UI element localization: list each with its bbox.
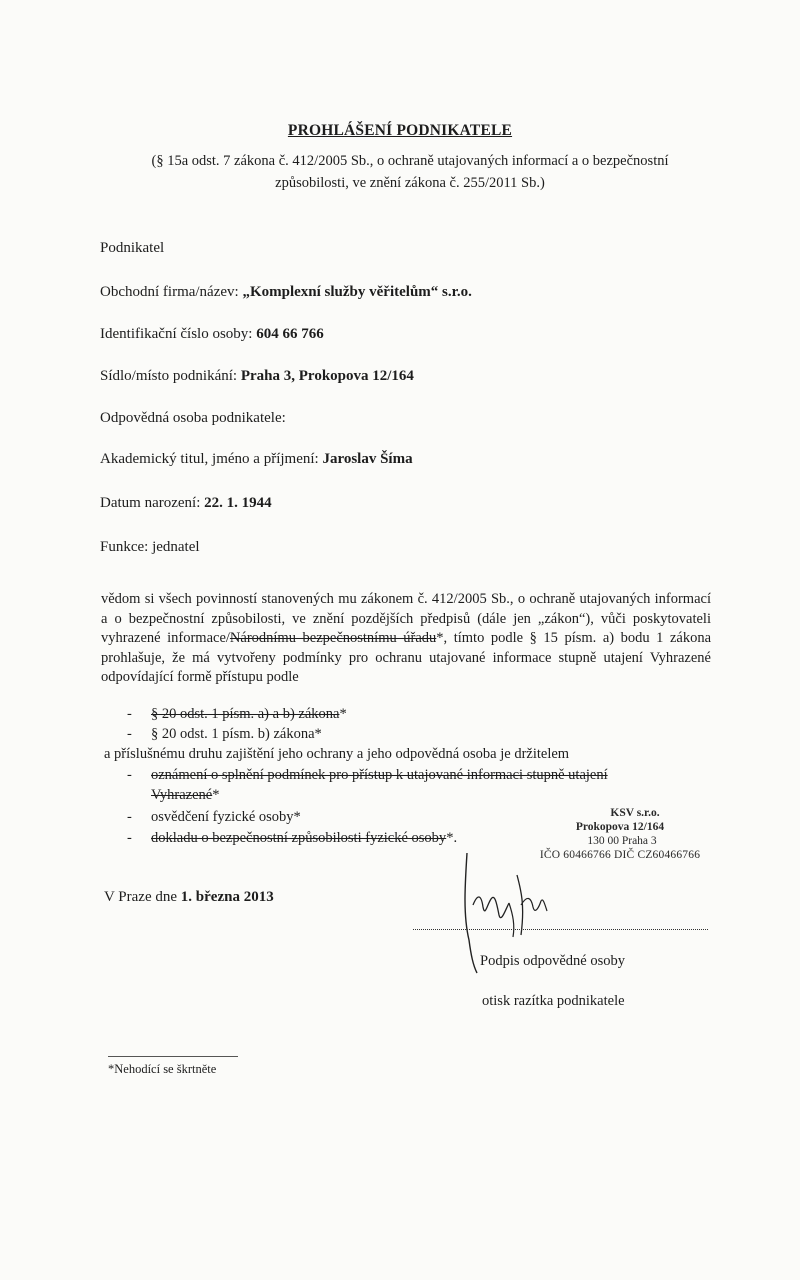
datum-label: Datum narození: <box>100 495 201 511</box>
paragraph-struck-text: Národnímu bezpečnostnímu úřadu <box>229 630 437 646</box>
funkce-row: Funkce: jednatel <box>100 539 200 555</box>
odpovedna-heading: Odpovědná osoba podnikatele: <box>100 410 286 426</box>
sidlo-row <box>100 368 414 385</box>
jmeno-row <box>100 451 413 468</box>
ico-label: Identifikační číslo osoby: <box>100 326 253 342</box>
jmeno-value: Jaroslav Šíma <box>322 451 413 467</box>
list2-item-3-struck: dokladu o bezpečnostní způsobilosti fyzické osoby <box>151 830 447 846</box>
list2-dash-2: - <box>127 809 132 825</box>
list2-item-3 <box>151 830 457 847</box>
document-title: PROHLÁŠENÍ PODNIKATELE <box>287 122 513 139</box>
declaration-paragraph <box>101 590 711 688</box>
list1-dash-2: - <box>127 726 132 742</box>
firma-label: Obchodní firma/název: <box>100 284 239 300</box>
firma-value: „Komplexní služby věřitelům“ s.r.o. <box>242 284 472 300</box>
list1-item-2: § 20 odst. 1 písm. b) zákona* <box>151 726 322 742</box>
stamp-line-2: Prokopova 12/164 <box>575 821 665 833</box>
list2-item-1-tail: * <box>212 787 220 803</box>
podnikatel-heading: Podnikatel <box>100 240 165 256</box>
stamp-line-4: IČO 60466766 DIČ CZ60466766 <box>539 849 701 861</box>
footnote: *Nehodící se škrtněte <box>108 1062 217 1076</box>
list2-item-1a <box>151 767 608 784</box>
datum-row <box>100 495 272 512</box>
paragraph-part-1: vědom si všech povinností stanovených mu zákonem č. 412/2005 Sb., o ochraně utajovaných informací a o bezpečnostní způsobilosti, ve znění pozdějších předpisů (dále jen „zákon“), vůči poskytovateli vyhrazené informace/ <box>101 591 711 646</box>
jmeno-label: Akademický titul, jméno a příjmení: <box>100 451 319 467</box>
list1-item-1-struck: § 20 odst. 1 písm. a) a b) zákona <box>151 706 340 722</box>
ico-row <box>100 326 324 343</box>
list1-item-1-tail: * <box>339 706 347 722</box>
list2-item-3-tail: *. <box>446 830 458 846</box>
paragraph-part-2: *, tímto podle § 15 písm. a) bodu 1 zákona prohlašuje, že má vytvořeny podmínky pro ochranu utajované informace stupně utajení Vyhrazené odpovídající formě přístupu podle <box>101 630 712 685</box>
stamp-line-1: KSV s.r.o. <box>610 807 660 819</box>
middle-line: a příslušnému druhu zajištění jeho ochrany a jeho odpovědná osoba je držitelem <box>104 746 570 762</box>
ico-value: 604 66 766 <box>256 326 324 342</box>
place-date <box>104 889 274 906</box>
sidlo-label: Sídlo/místo podnikání: <box>100 368 238 384</box>
stamp-line-3: 130 00 Praha 3 <box>587 835 657 847</box>
place-date-value: 1. března 2013 <box>180 889 274 905</box>
list2-item-1-struck-b: Vyhrazené <box>151 787 213 803</box>
firma-row <box>100 284 472 301</box>
sidlo-value: Praha 3, Prokopova 12/164 <box>240 368 414 384</box>
list2-dash-1: - <box>127 767 132 783</box>
place-date-prefix: V Praze dne <box>104 889 178 905</box>
document-subtitle <box>90 150 730 194</box>
footnote-divider <box>108 1056 238 1057</box>
list2-item-1b <box>151 787 219 804</box>
subtitle-line-1: (§ 15a odst. 7 zákona č. 412/2005 Sb., o ochraně utajovaných informací a o bezpečnostní <box>151 153 669 169</box>
list2-item-2: osvědčení fyzické osoby* <box>151 809 301 825</box>
list1-dash-1: - <box>127 706 132 722</box>
signature-label: Podpis odpovědné osoby <box>480 953 625 969</box>
datum-value: 22. 1. 1944 <box>204 495 272 511</box>
list2-item-1-struck-a: oznámení o splnění podmínek pro přístup k utajované informaci stupně utajení <box>151 767 608 783</box>
stamp-label: otisk razítka podnikatele <box>482 993 625 1009</box>
list1-item-1 <box>151 706 347 723</box>
subtitle-line-2: způsobilosti, ve znění zákona č. 255/2011 Sb.) <box>275 175 545 191</box>
signature-dotted-line <box>413 929 708 930</box>
list2-dash-3: - <box>127 830 132 846</box>
